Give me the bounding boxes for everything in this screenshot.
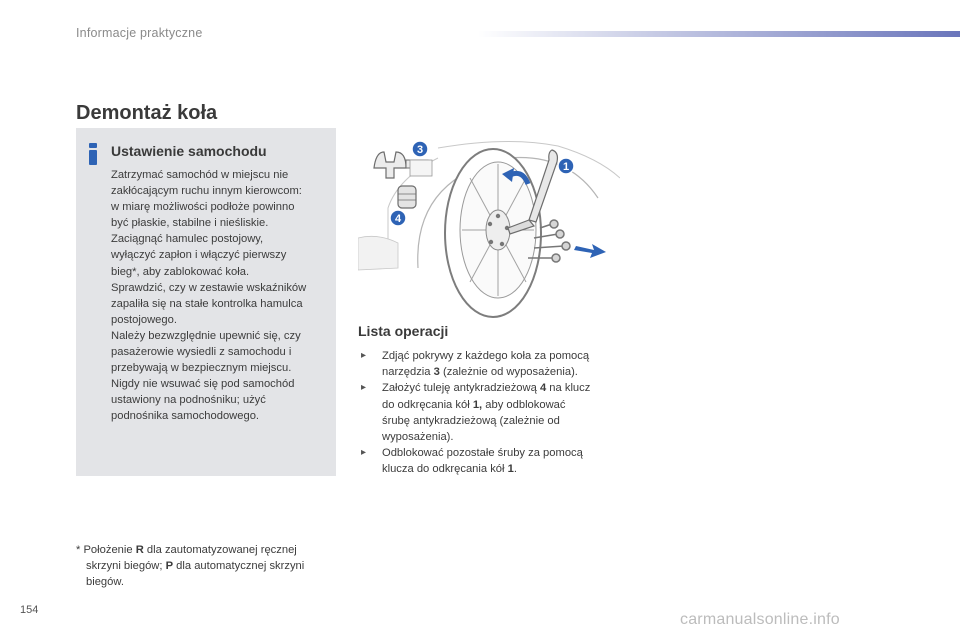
list-item: ▸ Odblokować pozostałe śruby za pomocą klucza do odkręcania kół 1. xyxy=(361,447,583,476)
info-line: wyłączyć zapłon i włączyć pierwszy xyxy=(111,249,287,262)
footnote: * Położenie R dla zautomatyzowanej ręcznej skrzyni biegów; P dla automatycznej skrzyni biegów. xyxy=(76,544,305,589)
operations-list xyxy=(358,348,628,478)
info-line: Nigdy nie wsuwać się pod samochód xyxy=(111,378,295,391)
info-line: pasażerowie wysiedli z samochodu i xyxy=(111,346,292,359)
info-line: zakłócającym ruchu innym kierowcom: xyxy=(111,185,302,198)
info-box-text xyxy=(111,167,333,425)
info-line: podnośnika samochodowego. xyxy=(111,410,260,423)
info-line: ustawiony na podnośniku; użyć xyxy=(111,394,266,407)
info-line: Zatrzymać samochód w miejscu nie xyxy=(111,169,289,181)
svg-text:3: 3 xyxy=(416,144,424,156)
bullet-marker: ▸ xyxy=(361,447,367,459)
wheel-removal-illustration xyxy=(358,138,620,320)
info-line: być płaskie, stabilne i nieśliskie. xyxy=(111,217,269,230)
section-header: Informacje praktyczne xyxy=(76,26,203,40)
page-number: 154 xyxy=(20,604,39,616)
list-item: ▸ Zdjąć pokrywy z każdego koła za pomocą narzędzia 3 (zależnie od wyposażenia). xyxy=(361,350,590,379)
info-line: w miarę możliwości podłoże powinno xyxy=(111,201,295,214)
info-line: Należy bezwzględnie upewnić się, czy xyxy=(111,329,301,342)
info-line: bieg*, aby zablokować koła. xyxy=(111,265,250,278)
bullet-marker: ▸ xyxy=(361,382,367,394)
callout-1 xyxy=(558,158,574,174)
callout-3 xyxy=(412,141,428,157)
info-line: postojowego. xyxy=(111,313,177,326)
info-line: zapaliła się na stałe kontrolka hamulca xyxy=(111,297,303,310)
operations-title: Lista operacji xyxy=(358,323,449,339)
bullet-marker: ▸ xyxy=(361,350,367,361)
header-gradient-bar xyxy=(478,31,960,37)
info-icon xyxy=(88,143,98,165)
svg-text:4: 4 xyxy=(394,213,402,225)
watermark: carmanualsonline.info xyxy=(680,611,840,628)
info-box-title: Ustawienie samochodu xyxy=(111,143,267,159)
page-title: Demontaż koła xyxy=(76,102,218,124)
callout-4 xyxy=(390,210,406,226)
info-line: Sprawdzić, czy w zestawie wskaźników xyxy=(111,281,307,294)
svg-text:1: 1 xyxy=(562,161,570,173)
list-item: ▸ Założyć tuleję antykradzieżową 4 na klucz do odkręcania kół 1, aby odblokować śrubę antykradzieżową (zależnie od wyposażenia). xyxy=(361,382,591,444)
info-line: Zaciągnąć hamulec postojowy, xyxy=(111,233,264,246)
info-line: przebywają w bezpiecznym miejscu. xyxy=(111,362,292,375)
